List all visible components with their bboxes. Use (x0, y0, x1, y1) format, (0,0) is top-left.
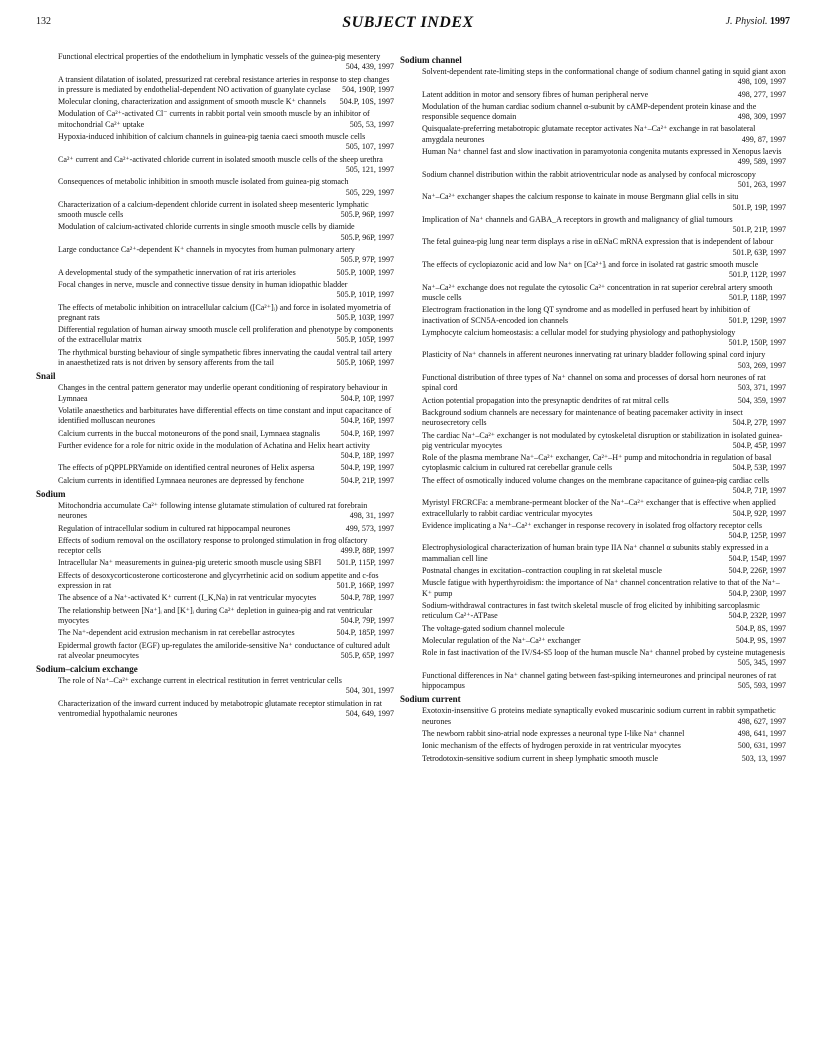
entry-reference: 504.P, 53P, 1997 (732, 463, 786, 473)
index-entry (58, 245, 394, 266)
entry-reference: 501.P, 118P, 1997 (728, 292, 786, 302)
index-entry (58, 177, 394, 198)
entry-reference: 504.P, 185P, 1997 (336, 628, 394, 638)
entry-reference: 505.P, 106P, 1997 (336, 358, 394, 368)
entry-reference: 505.P, 96P, 1997 (340, 232, 394, 242)
entry-title: Modulation of the human cardiac sodium channel α-subunit by cAMP-dependent protein kinase and the responsible sequence domain (422, 101, 757, 122)
entry-reference: 504.P, 71P, 1997 (732, 485, 786, 495)
page-title: SUBJECT INDEX (342, 14, 474, 31)
entry-title: Calcium currents in the buccal motoneurons of the pond snail, Lymnaea stagnalis (58, 428, 320, 438)
index-entry (422, 521, 786, 542)
index-entry (422, 754, 786, 764)
entry-title: Functional differences in Na⁺ channel gating between fast-spiking interneurones and principal neurones of rat hippocampus (422, 670, 777, 691)
entry-reference: 504.P, 27P, 1997 (732, 418, 786, 428)
entry-title: Characterization of the inward current induced by metabotropic glutamate receptor stimulation in rat ventromedial hypothalamic neurones (58, 698, 382, 719)
index-entry (422, 543, 786, 564)
entry-title: Functional distribution of three types of Na⁺ channel on soma and processes of dorsal horn neurones of rat spinal cord (422, 373, 766, 393)
entry-reference: 504, 301, 1997 (345, 686, 394, 696)
left-column (36, 52, 394, 721)
entry-title: Evidence implicating a Na⁺–Ca²⁺ exchanger in response recovery in isolated frog olfactory receptor cells (422, 520, 763, 530)
entry-reference: 503, 371, 1997 (737, 383, 786, 393)
entry-title: The effects of cyclopiazonic acid and low Na⁺ on [Ca²⁺]ᵢ and force in isolated rat gastric smooth muscle (422, 260, 759, 270)
entry-reference: 498, 109, 1997 (737, 77, 786, 87)
entry-title: Myristyl FRCRCFa: a membrane-permeant blocker of the Na⁺–Ca²⁺ exchanger that is effective when applied extracellularly to rabbit cardiac ventricular myocytes (422, 498, 776, 518)
entry-reference: 504, 649, 1997 (345, 709, 394, 719)
index-entry (422, 453, 786, 474)
page-header (0, 14, 816, 36)
entry-title: Functional electrical properties of the endothelium in lymphatic vessels of the guinea-pig mesentery (58, 52, 381, 61)
entry-title: Ca²⁺ current and Ca²⁺-activated chloride current in isolated smooth muscle cells of the sheep urethra (58, 154, 383, 164)
entry-title: Further evidence for a role for nitric oxide in the modulation of Achatina and Helix heart activity (58, 440, 370, 450)
index-entry (422, 170, 786, 191)
index-entry (422, 396, 786, 406)
entry-reference: 499, 589, 1997 (737, 157, 786, 167)
index-entry (58, 155, 394, 176)
right-column (400, 52, 786, 766)
index-entry (422, 67, 786, 88)
index-entry (422, 476, 786, 497)
entry-reference: 501.P, 21P, 1997 (732, 225, 786, 235)
index-entry (422, 102, 786, 123)
entry-reference: 505, 107, 1997 (345, 142, 394, 152)
index-entry (58, 132, 394, 153)
entry-title: The relationship between [Na⁺]ᵢ and [K⁺]ᵢ during Ca²⁺ depletion in guinea-pig and rat ventricular myocytes (58, 605, 373, 625)
entry-title: Regulation of intracellular sodium in cultured rat hippocampal neurones (58, 523, 291, 533)
entry-reference: 504.P, 16P, 1997 (340, 428, 394, 438)
entry-reference: 499, 573, 1997 (345, 523, 394, 533)
entry-title: Implication of Na⁺ channels and GABA_A receptors in growth and malignancy of glial tumours (422, 214, 733, 224)
entry-reference: 505, 345, 1997 (737, 658, 786, 668)
entry-reference: 498, 309, 1997 (737, 112, 786, 122)
entry-reference: 504.P, 10P, 1997 (340, 393, 394, 403)
entry-title: The effects of pQPPLPRYamide on identified central neurones of Helix aspersa (58, 463, 315, 473)
index-entry (422, 215, 786, 236)
index-entry (58, 406, 394, 427)
index-entry (422, 305, 786, 326)
index-entry (422, 147, 786, 168)
index-entry (422, 566, 786, 576)
index-entry (422, 601, 786, 622)
index-entry (422, 636, 786, 646)
entry-reference: 505.P, 96P, 1997 (340, 210, 394, 220)
entry-title: The Na⁺-dependent acid extrusion mechanism in rat cerebellar astrocytes (58, 628, 295, 638)
entry-title: Sodium channel distribution within the rabbit atrioventricular node as analysed by confocal microscopy (422, 169, 756, 179)
entry-title: Differential regulation of human airway smooth muscle cell proliferation and phenotype by components of the extracellular matrix (58, 325, 394, 345)
index-entry (58, 463, 394, 473)
entry-reference: 499.P, 88P, 1997 (340, 546, 394, 556)
entry-reference: 504.P, 19P, 1997 (340, 463, 394, 473)
entry-title: Calcium currents in identified Lymnaea neurones are depressed by fenchone (58, 475, 305, 485)
entry-title: Lymphocyte calcium homeostasis: a cellular model for studying physiology and pathophysiology (422, 327, 736, 337)
entry-reference: 504.P, 78P, 1997 (340, 593, 394, 603)
index-entry (422, 706, 786, 727)
entry-title: Quisqualate-preferring metabotropic glutamate receptor activates Na⁺–Ca²⁺ exchange in rat basolateral amygdala neurones (422, 124, 756, 144)
entry-title: The role of Na⁺–Ca²⁺ exchange current in electrical restitution in ferret ventricular cells (58, 676, 342, 686)
index-entry (58, 524, 394, 534)
index-entry (58, 429, 394, 439)
entry-title: Molecular cloning, characterization and assignment of smooth muscle K⁺ channels (58, 97, 326, 107)
entry-title: Exotoxin-insensitive G proteins mediate synaptically evoked muscarinic sodium current in rabbit sympathetic neurones (422, 706, 776, 726)
entry-reference: 503, 13, 1997 (741, 753, 786, 763)
entry-reference: 499, 87, 1997 (741, 134, 786, 144)
entry-reference: 504.P, 232P, 1997 (728, 611, 786, 621)
entry-reference: 504.P, 8S, 1997 (735, 623, 786, 633)
entry-title: Modulation of calcium-activated chloride currents in single smooth muscle cells by diamide (58, 222, 355, 232)
entry-title: Molecular regulation of the Na⁺–Ca²⁺ exchanger (422, 635, 581, 645)
entry-reference: 504.P, 230P, 1997 (728, 588, 786, 598)
entry-title: Changes in the central pattern generator may underlie operant conditioning of respiratory behaviour in Lymnaea (58, 383, 388, 403)
index-entry (58, 441, 394, 462)
index-entry (58, 200, 394, 221)
entry-reference: 504.P, 125P, 1997 (728, 531, 786, 541)
index-entry (58, 280, 394, 301)
index-entry (422, 624, 786, 634)
entry-reference: 504, 190P, 1997 (342, 84, 394, 94)
entry-title: Sodium-withdrawal contractures in fast twitch skeletal muscle of frog elicited by inhibiting sarcoplasmic reticulum Ca²⁺-ATPase (422, 600, 760, 621)
entry-reference: 505.P, 103P, 1997 (336, 312, 394, 322)
index-entry (58, 501, 394, 522)
entry-reference: 501.P, 112P, 1997 (728, 270, 786, 280)
index-entry (58, 75, 394, 96)
entry-title: Characterization of a calcium-dependent chloride current in isolated sheep mesenteric lymphatic smooth muscle cells (58, 199, 369, 220)
page-number: 132 (36, 16, 51, 27)
entry-title: Role of the plasma membrane Na⁺–Ca²⁺ exchanger, Ca²⁺–H⁺ pump and mitochondria in regulation of basal cytoplasmic calcium in cultured rat cerebellar granule cells (422, 453, 772, 473)
entry-reference: 505, 121, 1997 (345, 164, 394, 174)
entry-reference: 504.P, 154P, 1997 (728, 553, 786, 563)
entry-title: The effect of osmotically induced volume changes on the membrane capacitance of guinea-pig cardiac cells (422, 475, 770, 485)
entry-title: Modulation of Ca²⁺-activated Cl⁻ currents in rabbit portal vein smooth muscle by an inhibitor of mitochondrial Ca²⁺ uptake (58, 109, 370, 129)
index-entry (58, 593, 394, 603)
entry-reference: 504.P, 79P, 1997 (340, 615, 394, 625)
index-entry (58, 97, 394, 107)
index-entry (422, 124, 786, 145)
entry-reference: 501.P, 166P, 1997 (336, 581, 394, 591)
index-entry (58, 348, 394, 369)
entry-reference: 505.P, 101P, 1997 (336, 290, 394, 300)
entry-reference: 504.P, 21P, 1997 (340, 475, 394, 485)
entry-reference: 505, 53, 1997 (349, 119, 394, 129)
section-heading: Sodium current (400, 694, 461, 705)
entry-title: Tetrodotoxin-sensitive sodium current in sheep lymphatic smooth muscle (422, 753, 659, 763)
entry-title: Latent addition in motor and sensory fibres of human peripheral nerve (422, 89, 649, 99)
index-entry (422, 498, 786, 519)
entry-title: Volatile anaesthetics and barbiturates have differential effects on time constant and input capacitance of identified molluscan neurones (58, 405, 392, 426)
index-entry (58, 109, 394, 130)
index-entry (422, 90, 786, 100)
index-entry (58, 628, 394, 638)
entry-title: The voltage-gated sodium channel molecule (422, 623, 565, 633)
entry-title: Consequences of metabolic inhibition in smooth muscle isolated from guinea-pig stomach (58, 177, 349, 187)
entry-title: Background sodium channels are necessary for maintenance of beating pacemaker activity in insect neurosecretory cells (422, 407, 743, 428)
entry-title: Electrogram fractionation in the long QT syndrome and as modelled in perfused heart by inhibition of inactivation of SCN5A-encoded ion channels (422, 305, 751, 325)
entry-title: Effects of sodium removal on the oscillatory response to prolonged stimulation in frog olfactory receptor cells (58, 535, 368, 556)
index-entry (422, 350, 786, 371)
entry-title: Na⁺–Ca²⁺ exchanger shapes the calcium response to kainate in mouse Bergmann glial cells in situ (422, 192, 739, 202)
entry-reference: 498, 277, 1997 (737, 89, 786, 99)
entry-title: Focal changes in nerve, muscle and connective tissue density in human idiopathic bladder (58, 279, 348, 289)
index-entry (58, 303, 394, 324)
section-heading: Sodium (36, 488, 66, 499)
index-entry (58, 558, 394, 568)
entry-title: The cardiac Na⁺–Ca²⁺ exchanger is not modulated by cytoskeletal disruption or stabilization in isolated guinea-pig ventricular myocytes (422, 430, 783, 450)
entry-title: Ionic mechanism of the effects of hydrogen peroxide in rat ventricular myocytes (422, 741, 681, 751)
entry-reference: 505.P, 65P, 1997 (340, 650, 394, 660)
entry-title: Postnatal changes in excitation–contraction coupling in rat skeletal muscle (422, 566, 662, 576)
entry-title: Mitochondria accumulate Ca²⁺ following intense glutamate stimulation of cultured rat forebrain neurones (58, 500, 368, 521)
index-entry (422, 408, 786, 429)
entry-title: Effects of desoxycorticosterone corticosterone and glycyrrhetinic acid on sodium appetite and c-fos expression in rat (58, 570, 379, 591)
entry-reference: 504, 359, 1997 (737, 395, 786, 405)
index-entry (58, 606, 394, 627)
entry-title: The newborn rabbit sino-atrial node expresses a neuronal type I-like Na⁺ channel (422, 728, 685, 738)
index-entry (58, 571, 394, 592)
entry-reference: 501.P, 150P, 1997 (728, 338, 786, 348)
entry-reference: 501.P, 129P, 1997 (728, 315, 786, 325)
entry-title: Action potential propagation into the presynaptic dendrites of rat mitral cells (422, 395, 669, 405)
entry-reference: 504.P, 226P, 1997 (728, 566, 786, 576)
entry-title: A developmental study of the sympathetic innervation of rat iris arterioles (58, 267, 296, 277)
entry-reference: 505.P, 100P, 1997 (336, 267, 394, 277)
entry-reference: 504.P, 18P, 1997 (340, 451, 394, 461)
index-entry (58, 641, 394, 662)
entry-reference: 498, 627, 1997 (737, 716, 786, 726)
journal-name: J. Physiol. (725, 16, 768, 27)
entry-reference: 505, 229, 1997 (345, 187, 394, 197)
entry-title: Role in fast inactivation of the IV/S4-S5 loop of the human muscle Na⁺ channel probed by cysteine mutagenesis (422, 648, 785, 658)
entry-reference: 505, 593, 1997 (737, 681, 786, 691)
index-entry (58, 52, 394, 73)
index-entry (422, 373, 786, 394)
section-heading: Sodium–calcium exchange (36, 664, 138, 675)
entry-reference: 498, 641, 1997 (737, 728, 786, 738)
entry-reference: 501, 263, 1997 (737, 179, 786, 189)
entry-title: Human Na⁺ channel fast and slow inactivation in paramyotonia congenita mutants expressed in Xenopus laevis (422, 147, 782, 157)
index-entry (58, 268, 394, 278)
entry-reference: 504.P, 92P, 1997 (732, 508, 786, 518)
index-entry (58, 676, 394, 697)
entry-reference: 505.P, 97P, 1997 (340, 255, 394, 265)
entry-reference: 501.P, 63P, 1997 (732, 247, 786, 257)
entry-title: The rhythmical bursting behaviour of single sympathetic fibres innervating the caudal ventral tail artery in anaesthetized rats is not driven by sensory afferents from the tail (58, 347, 393, 368)
index-entry (58, 222, 394, 243)
entry-reference: 505.P, 105P, 1997 (336, 335, 394, 345)
entry-title: The fetal guinea-pig lung near term displays a rise in αENaC mRNA expression that is independent of labour (422, 237, 774, 247)
entry-title: The effects of metabolic inhibition on intracellular calcium ([Ca²⁺]ᵢ) and force in isolated myometria of pregnant rats (58, 302, 391, 322)
entry-title: A transient dilatation of isolated, pressurized rat cerebral resistance arteries in response to step changes in pressure is mediated by endothelial-dependent NO activation of guanylate cyclase (58, 74, 390, 94)
entry-title: Hypoxia-induced inhibition of calcium channels in guinea-pig taenia caeci smooth muscle cells (58, 132, 366, 142)
entry-title: Plasticity of Na⁺ channels in afferent neurones innervating rat urinary bladder following spinal cord injury (422, 350, 766, 360)
index-entry (422, 283, 786, 304)
entry-title: Electrophysiological characterization of human brain type IIA Na⁺ channel α subunits stably expressed in a mammalian cell line (422, 543, 769, 563)
journal-reference (726, 16, 790, 27)
entry-title: The absence of a Na⁺-activated K⁺ current (I_K,Na) in rat ventricular myocytes (58, 593, 317, 603)
entry-title: Intracellular Na⁺ measurements in guinea-pig ureteric smooth muscle using SBFI (58, 558, 322, 568)
index-entry (422, 260, 786, 281)
index-entry (58, 699, 394, 720)
entry-reference: 503, 269, 1997 (737, 360, 786, 370)
entry-reference: 504.P, 9S, 1997 (735, 635, 786, 645)
journal-year: 1997 (770, 16, 790, 27)
index-entry (58, 536, 394, 557)
index-entry (422, 431, 786, 452)
index-entry (58, 476, 394, 486)
index-entry (58, 383, 394, 404)
index-entry (422, 237, 786, 258)
index-entry (422, 729, 786, 739)
index-entry (422, 671, 786, 692)
entry-reference: 498, 31, 1997 (349, 511, 394, 521)
entry-reference: 504.P, 45P, 1997 (732, 440, 786, 450)
section-heading: Sodium channel (400, 55, 462, 65)
entry-title: Na⁺–Ca²⁺ exchange does not regulate the cytosolic Ca²⁺ concentration in rat superior cerebral artery smooth muscle cells (422, 282, 773, 302)
entry-title: Muscle fatigue with hyperthyroidism: the importance of Na⁺ channel concentration relative to that of the Na⁺–K⁺ pump (422, 578, 780, 598)
entry-reference: 501.P, 19P, 1997 (732, 202, 786, 212)
index-entry (58, 325, 394, 346)
entry-reference: 500, 631, 1997 (737, 741, 786, 751)
entry-reference: 504.P, 10S, 1997 (339, 97, 394, 107)
entry-reference: 501.P, 115P, 1997 (336, 558, 394, 568)
index-entry (422, 741, 786, 751)
index-entry (422, 192, 786, 213)
index-entry (422, 578, 786, 599)
entry-title: Solvent-dependent rate-limiting steps in the conformational change of sodium channel gating in squid giant axon (422, 67, 786, 76)
section-heading: Snail (36, 371, 56, 382)
entry-title: Large conductance Ca²⁺-dependent K⁺ channels in myocytes from human pulmonary artery (58, 245, 355, 255)
entry-reference: 504, 439, 1997 (345, 62, 394, 72)
index-entry (422, 328, 786, 349)
entry-title: Epidermal growth factor (EGF) up-regulates the amiloride-sensitive Na⁺ conductance of cultured adult rat alveolar pneumocytes (58, 640, 391, 660)
index-entry (422, 648, 786, 669)
entry-reference: 504.P, 16P, 1997 (340, 416, 394, 426)
